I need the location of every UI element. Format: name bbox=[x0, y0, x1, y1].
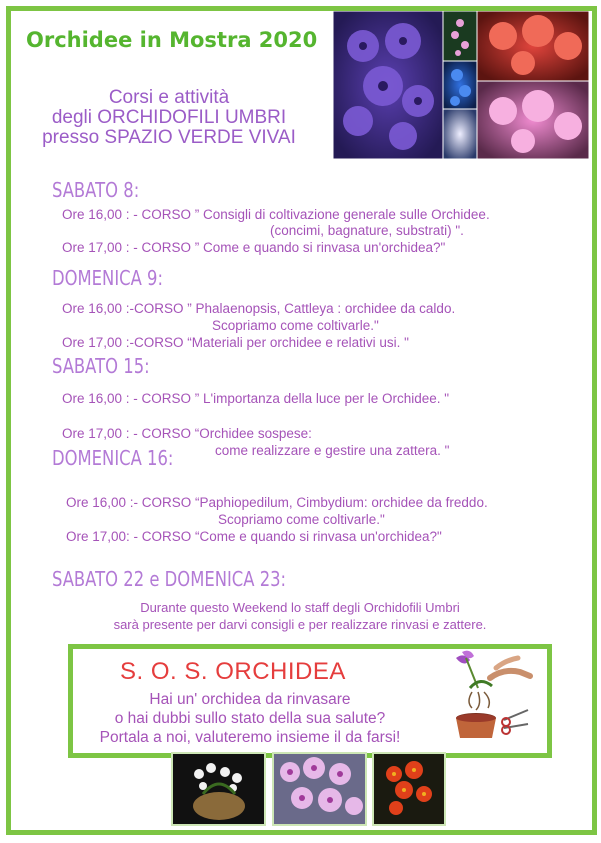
repotting-icon bbox=[446, 648, 538, 744]
schedule-line: Ore 17,00 :-CORSO “Materiali per orchidee e relativi usi. " bbox=[62, 335, 409, 350]
orchid-red-image bbox=[374, 754, 444, 824]
schedule-line: Ore 17,00: - CORSO “Come e quando si rinvasa un'orchidea?" bbox=[66, 529, 442, 544]
day-heading-sabato-8: SABATO 8: bbox=[52, 178, 140, 202]
page-title: Orchidee in Mostra 2020 bbox=[26, 28, 318, 52]
bottom-photo-2 bbox=[272, 752, 367, 826]
weekend-line: sarà presente per darvi consigli e per realizzare rinvasi e zattere. bbox=[113, 617, 487, 632]
orchid-photo-collage bbox=[333, 11, 589, 159]
orchid-basket-image bbox=[173, 754, 264, 824]
schedule-line: Scopriamo come coltivarle." bbox=[212, 318, 379, 333]
sos-line-1: Hai un' orchidea da rinvasare bbox=[149, 691, 351, 708]
sos-text bbox=[70, 690, 430, 747]
bottom-photo-3 bbox=[372, 752, 446, 826]
day-heading-domenica-9: DOMENICA 9: bbox=[52, 266, 164, 290]
schedule-line: Ore 16,00 :-CORSO ” Phalaenopsis, Cattleya : orchidee da caldo. bbox=[62, 301, 456, 316]
schedule-line: Scopriamo come coltivarle." bbox=[218, 512, 385, 527]
orchid-collage-image bbox=[333, 11, 589, 159]
schedule-line: Ore 16,00 :- CORSO “Paphiopedilum, Cimbydium: orchidee da freddo. bbox=[66, 495, 488, 510]
sos-line-2: o hai dubbi sullo stato della sua salute? bbox=[114, 710, 386, 727]
schedule-line: Ore 17,00 : - CORSO ” Come e quando si rinvasa un'orchidea?" bbox=[62, 240, 446, 255]
subtitle-line-1: Corsi e attività bbox=[108, 87, 230, 108]
weekend-line: Durante questo Weekend lo staff degli Orchidofili Umbri bbox=[140, 600, 460, 615]
repotting-illustration bbox=[446, 648, 538, 744]
subtitle-line-2: degli ORCHIDOFILI UMBRI bbox=[51, 107, 287, 128]
schedule-line: Ore 16,00 : - CORSO ” L'importanza della luce per le Orchidee. " bbox=[62, 391, 450, 406]
schedule-line: (concimi, bagnature, substrati) ". bbox=[270, 223, 464, 238]
schedule-line: Ore 17,00 : - CORSO “Orchidee sospese: bbox=[62, 426, 312, 441]
day-heading-weekend: SABATO 22 e DOMENICA 23: bbox=[52, 567, 287, 591]
sos-line-3: Portala a noi, valuteremo insieme il da farsi! bbox=[99, 729, 401, 746]
sos-title: S. O. S. ORCHIDEA bbox=[120, 658, 346, 685]
subtitle-line-3: presso SPAZIO VERDE VIVAI bbox=[42, 127, 296, 148]
orchid-spotted-image bbox=[274, 754, 365, 824]
schedule-line: come realizzare e gestire una zattera. " bbox=[215, 443, 450, 458]
day-heading-sabato-15: SABATO 15: bbox=[52, 354, 150, 378]
bottom-photo-1 bbox=[171, 752, 266, 826]
subtitle bbox=[10, 88, 328, 148]
day-heading-domenica-16: DOMENICA 16: bbox=[52, 446, 174, 470]
schedule-line: Ore 16,00 : - CORSO ” Consigli di coltivazione generale sulle Orchidee. bbox=[62, 207, 490, 222]
